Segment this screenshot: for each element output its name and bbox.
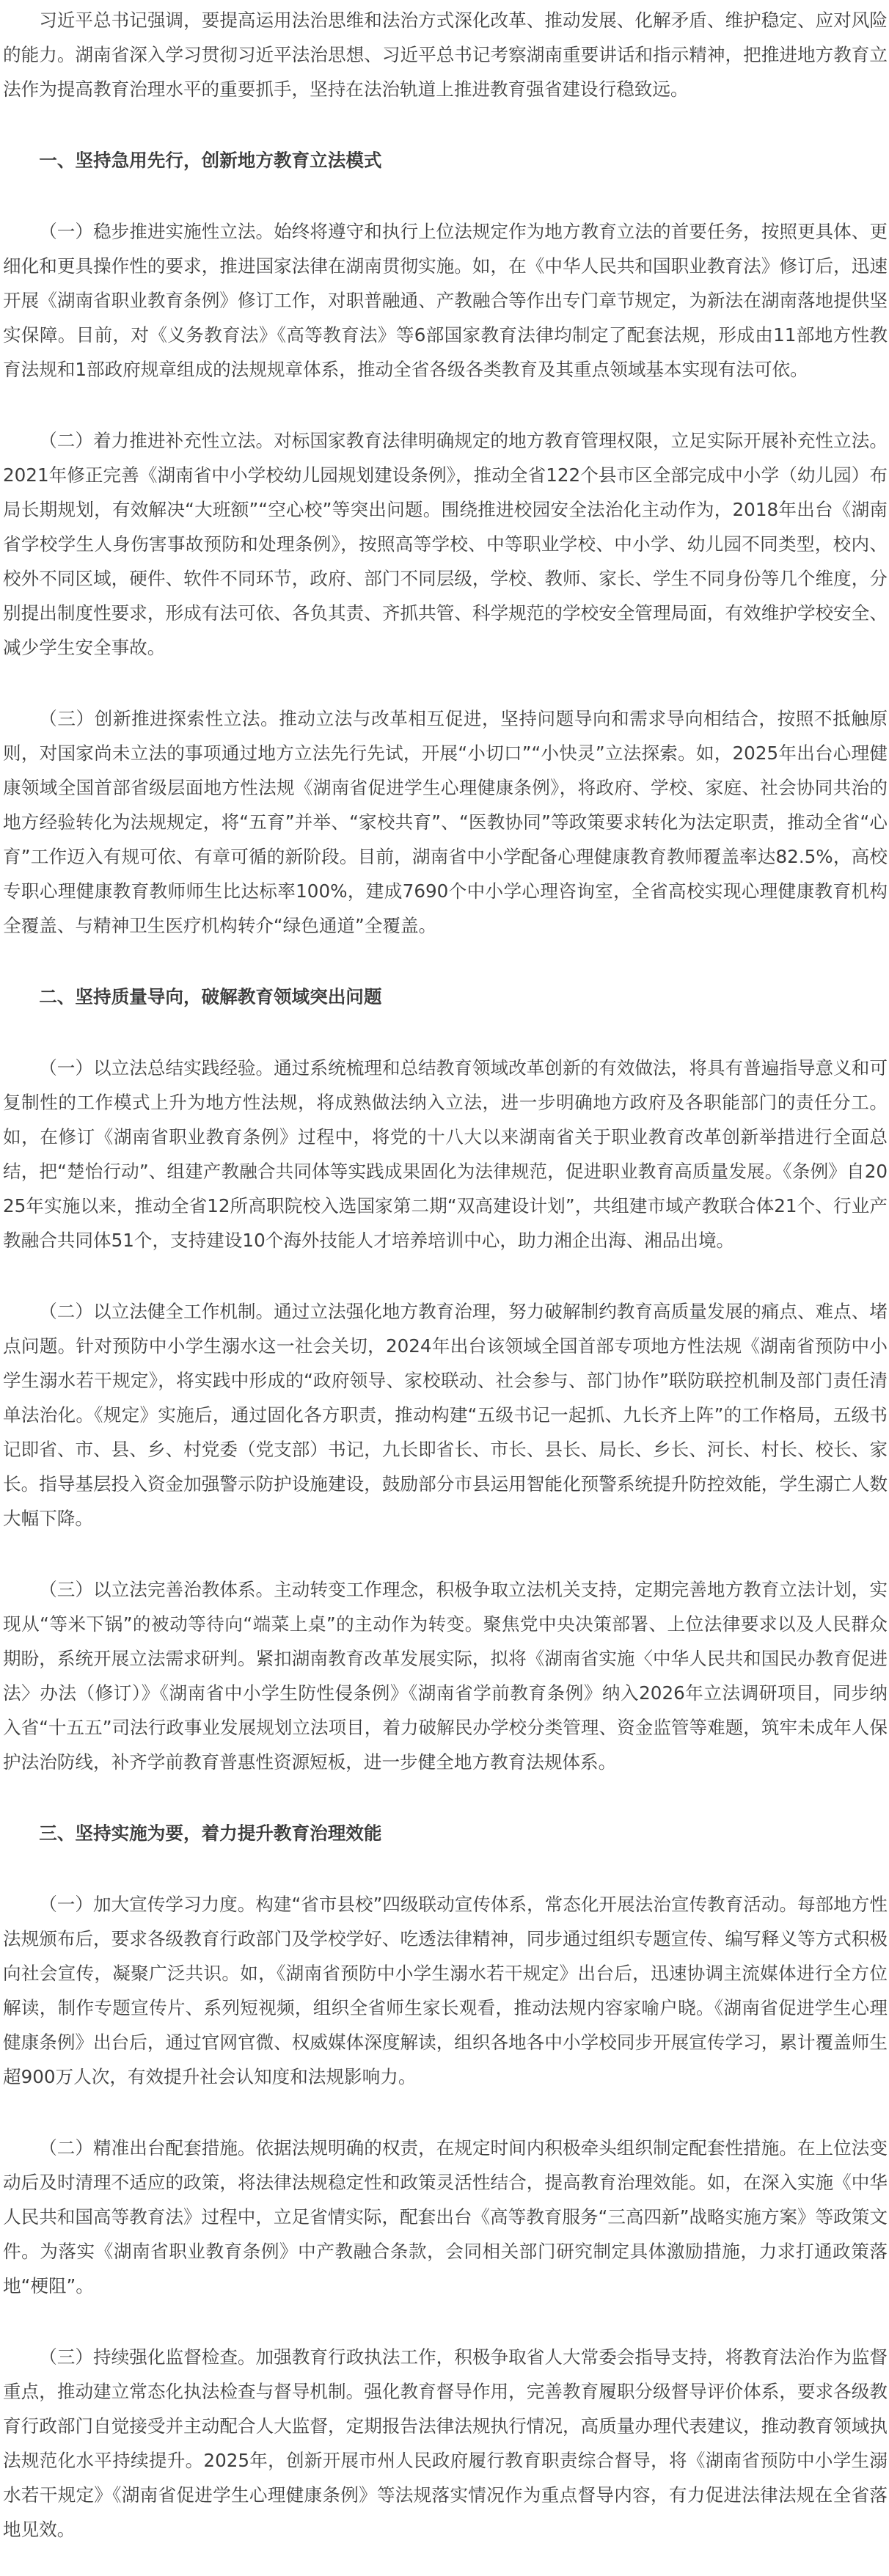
article-body: [3, 3, 888, 2547]
paragraph-2-3: （三）以立法完善治教体系。主动转变工作理念，积极争取立法机关支持，定期完善地方教育立法计划，实现从“等米下锅”的被动等待向“端菜上桌”的主动作为转变。聚焦党中央决策部署、上位法律要求以及人民群众期盼，系统开展立法需求研判。紧扣湖南教育改革发展实际，拟将《湖南省实施〈中华人民共和国民办教育促进法〉办法（修订）》《湖南省中小学生防性侵条例》《湖南省学前教育条例》纳入2026年立法调研项目，同步纳入省“十五五”司法行政事业发展规划立法项目，着力破解民办学校分类管理、资金监管等难题，筑牢未成年人保护法治防线，补齐学前教育普惠性资源短板，进一步健全地方教育法规体系。: [3, 1579, 888, 1773]
section-heading-3: 三、坚持实施为要，着力提升教育治理效能: [39, 1822, 382, 1844]
paragraph-2-2: （二）以立法健全工作机制。通过立法强化地方教育治理，努力破解制约教育高质量发展的痛点、难点、堵点问题。针对预防中小学生溺水这一社会关切，2024年出台该领域全国首部专项地方性法规《湖南省预防中小学生溺水若干规定》，将实践中形成的“政府领导、家校联动、社会参与、部门协作”联防联控机制及部门责任清单法治化。《规定》实施后，通过固化各方职责，推动构建“五级书记一起抓、九长齐上阵”的工作格局，五级书记即省、市、县、乡、村党委（党支部）书记，九长即省长、市长、县长、局长、乡长、河长、村长、校长、家长。指导基层投入资金加强警示防护设施建设，鼓励部分市县运用智能化预警系统提升防控效能，学生溺亡人数大幅下降。: [3, 1301, 888, 1529]
intro-paragraph: 习近平总书记强调，要提高运用法治思维和法治方式深化改革、推动发展、化解矛盾、维护稳定、应对风险的能力。湖南省深入学习贯彻习近平法治思想、习近平总书记考察湖南重要讲话和指示精神，把推进地方教育立法作为提高教育治理水平的重要抓手，坚持在法治轨道上推进教育强省建设行稳致远。: [3, 10, 888, 100]
paragraph-1-1: （一）稳步推进实施性立法。始终将遵守和执行上位法规定作为地方教育立法的首要任务，按照更具体、更细化和更具操作性的要求，推进国家法律在湖南贯彻实施。如，在《中华人民共和国职业教育法》修订后，迅速开展《湖南省职业教育条例》修订工作，对职普融通、产教融合等作出专门章节规定，为新法在湖南落地提供坚实保障。目前，对《义务教育法》《高等教育法》等6部国家教育法律均制定了配套法规，形成由11部地方性教育法规和1部政府规章组成的法规规章体系，推动全省各级各类教育及其重点领域基本实现有法可依。: [3, 221, 888, 380]
paragraph-3-3: （三）持续强化监督检查。加强教育行政执法工作，积极争取省人大常委会指导支持，将教育法治作为监督重点，推动建立常态化执法检查与督导机制。强化教育督导作用，完善教育履职分级督导评价体系，要求各级教育行政部门自觉接受并主动配合人大监督，定期报告法律法规执行情况，高质量办理代表建议，推动教育领域执法规范化水平持续提升。2025年，创新开展市州人民政府履行教育职责综合督导，将《湖南省预防中小学生溺水若干规定》《湖南省促进学生心理健康条例》等法规落实情况作为重点督导内容，有力促进法律法规在全省落地见效。: [3, 2346, 888, 2540]
paragraph-1-3: （三）创新推进探索性立法。推动立法与改革相互促进，坚持问题导向和需求导向相结合，按照不抵触原则，对国家尚未立法的事项通过地方立法先行先试，开展“小切口”“小快灵”立法探索。如，2025年出台心理健康领域全国首部省级层面地方性法规《湖南省促进学生心理健康条例》，将政府、学校、家庭、社会协同共治的地方经验转化为法规规定，将“五育”并举、“家校共育”、“医教协同”等政策要求转化为法定职责，推动全省“心育”工作迈入有规可依、有章可循的新阶段。目前，湖南省中小学配备心理健康教育教师覆盖率达82.5%，高校专职心理健康教育教师师生比达标率100%，建成7690个中小学心理咨询室，全省高校实现心理健康教育机构全覆盖、与精神卫生医疗机构转介“绿色通道”全覆盖。: [3, 708, 888, 936]
paragraph-3-2: （二）精准出台配套措施。依据法规明确的权责，在规定时间内积极牵头组织制定配套性措施。在上位法变动后及时清理不适应的政策，将法律法规稳定性和政策灵活性结合，提高教育治理效能。如，在深入实施《中华人民共和国高等教育法》过程中，立足省情实际，配套出台《高等教育服务“三高四新”战略实施方案》等政策文件。为落实《湖南省职业教育条例》中产教融合条款，会同相关部门研究制定具体激励措施，力求打通政策落地“梗阻”。: [3, 2137, 888, 2296]
section-heading-1: 一、坚持急用先行，创新地方教育立法模式: [39, 150, 382, 171]
paragraph-1-2: （二）着力推进补充性立法。对标国家教育法律明确规定的地方教育管理权限，立足实际开展补充性立法。2021年修正完善《湖南省中小学校幼儿园规划建设条例》，推动全省122个县市区全部完成中小学（幼儿园）布局长期规划，有效解决“大班额”“空心校”等突出问题。围绕推进校园安全法治化主动作为，2018年出台《湖南省学校学生人身伤害事故预防和处理条例》，按照高等学校、中等职业学校、中小学、幼儿园不同类型，校内、校外不同区域，硬件、软件不同环节，政府、部门不同层级，学校、教师、家长、学生不同身份等几个维度，分别提出制度性要求，形成有法可依、各负其责、齐抓共管、科学规范的学校安全管理局面，有效维护学校安全、减少学生安全事故。: [3, 430, 888, 658]
paragraph-2-1: （一）以立法总结实践经验。通过系统梳理和总结教育领域改革创新的有效做法，将具有普遍指导意义和可复制性的工作模式上升为地方性法规，将成熟做法纳入立法，进一步明确地方政府及各职能部门的责任分工。如，在修订《湖南省职业教育条例》过程中，将党的十八大以来湖南省关于职业教育改革创新举措进行全面总结，把“楚怡行动”、组建产教融合共同体等实践成果固化为法律规范，促进职业教育高质量发展。《条例》自2025年实施以来，推动全省12所高职院校入选国家第二期“双高建设计划”，共组建市域产教联合体21个、行业产教融合共同体51个，支持建设10个海外技能人才培养培训中心，助力湘企出海、湘品出境。: [3, 1057, 888, 1251]
section-heading-2: 二、坚持质量导向，破解教育领域突出问题: [39, 986, 382, 1007]
paragraph-3-1: （一）加大宣传学习力度。构建“省市县校”四级联动宣传体系，常态化开展法治宣传教育活动。每部地方性法规颁布后，要求各级教育行政部门及学校学好、吃透法律精神，同步通过组织专题宣传、编写释义等方式积极向社会宣传，凝聚广泛共识。如，《湖南省预防中小学生溺水若干规定》出台后，迅速协调主流媒体进行全方位解读，制作专题宣传片、系列短视频，组织全省师生家长观看，推动法规内容家喻户晓。《湖南省促进学生心理健康条例》出台后，通过官网官微、权威媒体深度解读，组织各地各中小学校同步开展宣传学习，累计覆盖师生超900万人次，有效提升社会认知度和法规影响力。: [3, 1894, 888, 2087]
